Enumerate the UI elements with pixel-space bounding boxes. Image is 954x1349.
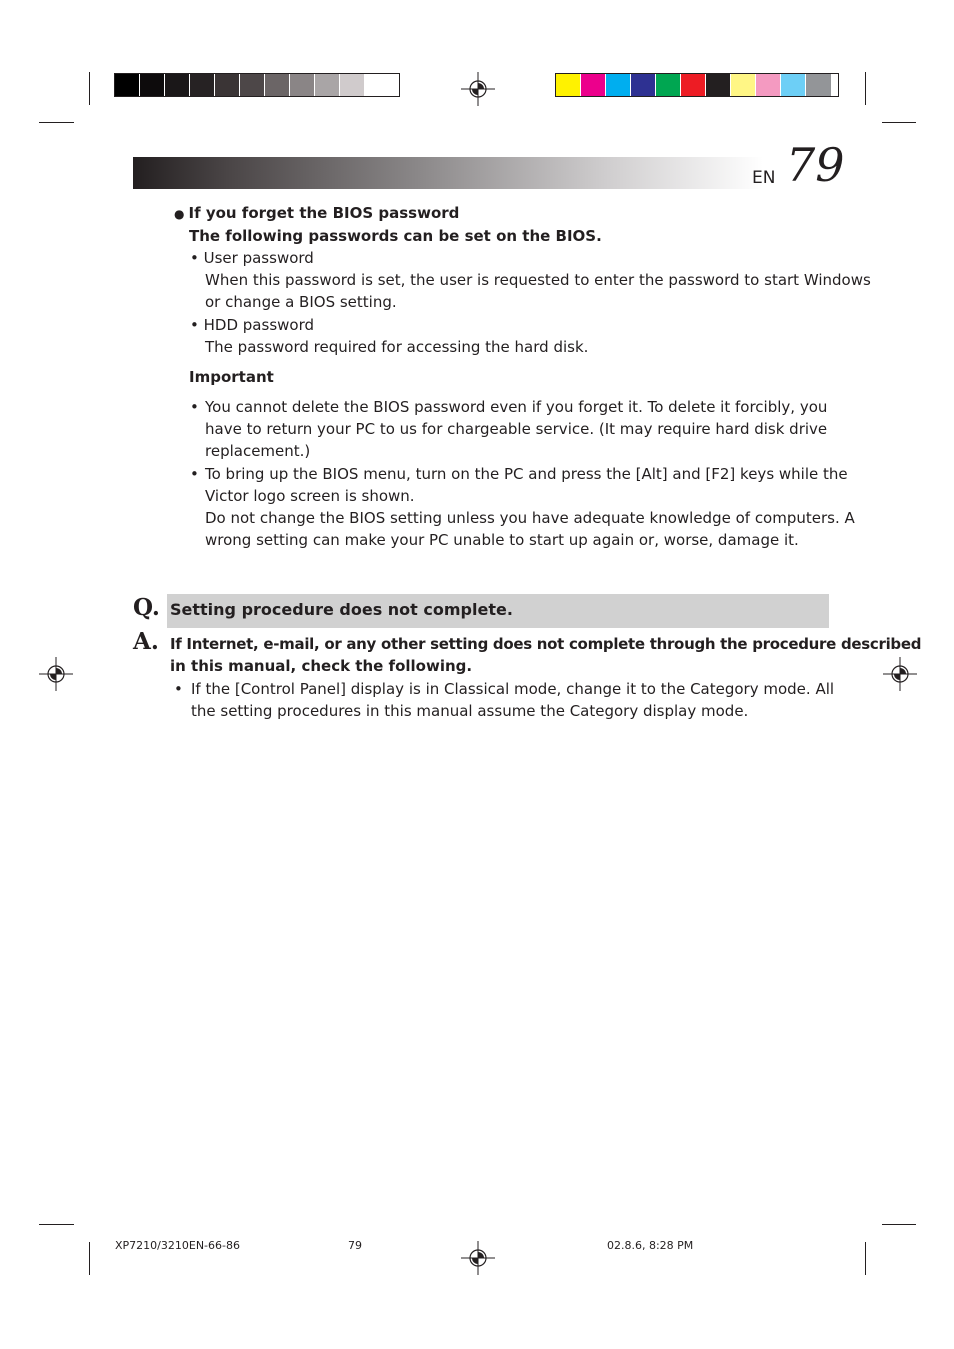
bullet-icon: • — [174, 680, 183, 698]
header-gradient-bar — [133, 157, 763, 189]
user-password-desc: When this password is set, the user is requested to enter the password to start Windows — [205, 271, 871, 289]
color-swatch — [190, 74, 215, 96]
important-item-1: You cannot delete the BIOS password even if you forget it. To delete it forcibly, you have to return your PC to us for chargeable service. (It may require hard disk drive replacement.) — [205, 398, 828, 460]
color-swatch — [556, 74, 581, 96]
user-password-desc: or change a BIOS setting. — [205, 293, 397, 311]
list-item: • User password — [190, 249, 314, 267]
important-item-2: To bring up the BIOS menu, turn on the PC and press the [Alt] and [F2] keys while the Victor logo screen is shown. Do not change the BIOS setting unless you have adequate knowledge of computers. A wrong setting can make your PC unable to start up again or, worse, damage it. — [205, 465, 855, 549]
answer-bullet: If the [Control Panel] display is in Classical mode, change it to the Category mode. All the setting procedures in this manual assume the Category display mode. — [191, 680, 835, 720]
crop-mark — [865, 1242, 866, 1275]
crop-mark — [865, 72, 866, 105]
color-swatch — [606, 74, 631, 96]
bios-intro: The following passwords can be set on the BIOS. — [189, 227, 602, 245]
important-label: Important — [189, 368, 274, 386]
color-swatch — [265, 74, 290, 96]
grayscale-swatch-strip — [114, 73, 400, 97]
color-swatch — [656, 74, 681, 96]
registration-mark-icon — [39, 657, 73, 691]
bullet-icon: • — [190, 465, 199, 483]
color-swatch — [806, 74, 831, 96]
bullet-icon: ● — [174, 207, 185, 221]
footer-page: 79 — [348, 1239, 362, 1252]
list-item: • HDD password — [190, 316, 315, 334]
answer-letter: A. — [133, 628, 159, 655]
crop-mark — [882, 122, 916, 123]
crop-mark — [89, 1242, 90, 1275]
color-swatch — [631, 74, 656, 96]
color-swatch — [140, 74, 165, 96]
crop-mark — [39, 122, 74, 123]
page-number: 79 — [786, 138, 845, 192]
crop-mark — [39, 1224, 74, 1225]
registration-mark-icon — [461, 1241, 495, 1275]
language-label: EN — [752, 168, 776, 188]
crop-mark — [882, 1224, 916, 1225]
question-text: Setting procedure does not complete. — [170, 600, 513, 619]
color-swatch — [115, 74, 140, 96]
color-swatch — [315, 74, 340, 96]
bullet-icon: • — [190, 249, 199, 267]
bullet-icon: • — [190, 316, 199, 334]
color-swatch — [756, 74, 781, 96]
color-swatch — [581, 74, 606, 96]
color-swatch — [681, 74, 706, 96]
bullet-icon: • — [190, 398, 199, 416]
color-swatch — [290, 74, 315, 96]
registration-mark-icon — [883, 657, 917, 691]
color-swatch — [731, 74, 756, 96]
color-swatch — [165, 74, 190, 96]
question-letter: Q. — [133, 594, 160, 621]
color-swatch — [215, 74, 240, 96]
color-swatch — [781, 74, 806, 96]
color-swatch — [706, 74, 731, 96]
bios-heading: ● If you forget the BIOS password — [174, 204, 460, 222]
hdd-password-desc: The password required for accessing the hard disk. — [205, 338, 589, 356]
color-swatch-strip — [555, 73, 839, 97]
answer-text: If Internet, e-mail, or any other setting does not complete through the procedure described in this manual, check the following. — [170, 635, 922, 675]
registration-mark-icon — [461, 72, 495, 106]
color-swatch — [240, 74, 265, 96]
crop-mark — [89, 72, 90, 105]
footer-timestamp: 02.8.6, 8:28 PM — [607, 1239, 694, 1252]
color-swatch — [365, 74, 390, 96]
color-swatch — [340, 74, 365, 96]
footer-doc-code: XP7210/3210EN-66-86 — [115, 1239, 240, 1252]
